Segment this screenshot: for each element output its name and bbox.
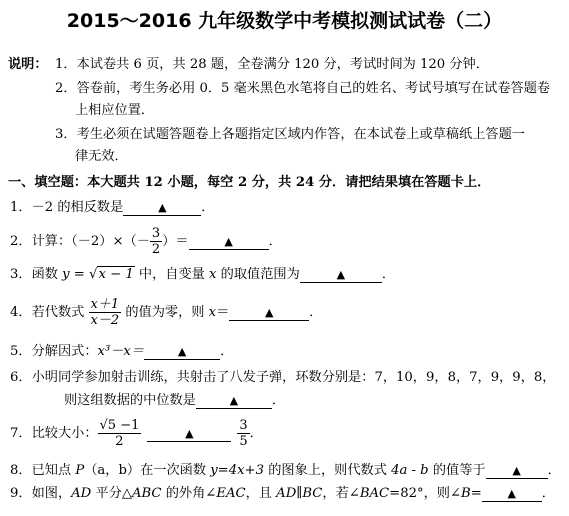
fraction: $\frac{3}{5}$ <box>239 418 248 449</box>
answer-blank-1[interactable] <box>123 201 201 216</box>
triangle-icon: ▲ <box>229 394 239 407</box>
note-2a: 2．答卷前，考生务必用 0．5 毫米黑色水笔将自己的姓名、考试号填写在试卷答题卷 <box>55 81 551 96</box>
answer-blank-2[interactable] <box>189 235 269 250</box>
question-6-line-1: 6．小明同学参加射击训练，共射击了八发子弹，环数分别是：7，10，9，8，7，9，9，8， <box>10 370 556 385</box>
answer-blank-7[interactable] <box>147 427 231 442</box>
answer-blank-6[interactable] <box>196 394 272 409</box>
question-9: 9．如图，AD 平分△ABC 的外角∠EAC，且 AD∥BC，若∠BAC=82°，则∠B= ▲ ． <box>10 486 555 501</box>
question-3: 3．函数 y = √x − 1 中，自变量 x 的取值范围为 ▲ ． <box>10 267 395 282</box>
triangle-icon: ▲ <box>158 201 167 214</box>
triangle-icon: ▲ <box>185 427 194 440</box>
square-root: √x − 1 <box>89 267 134 282</box>
triangle-icon: ▲ <box>336 268 346 281</box>
note-1: 1．本试卷共 6 页，共 28 题，全卷满分 120 分，考试时间为 120 分钟． <box>55 57 489 72</box>
question-5: 5．分解因式：x³－x＝ ▲ ． <box>10 344 234 359</box>
question-4: 4．若代数式 $\frac{x+1}{x-2}$ 的值为零，则 x＝ ▲ ． <box>10 297 323 328</box>
note-2b: 上相应位置． <box>75 103 155 118</box>
fraction: $\frac{√5 -1}{2}$ <box>99 418 140 449</box>
question-1: 1．－2 的相反数是 ▲ ． <box>10 200 215 215</box>
question-8: 8．已知点 P（a，b）在一次函数 y=4x+3 的图象上，则代数式 4a - b 的值等于 ▲ ． <box>10 463 561 478</box>
answer-blank-5[interactable] <box>144 345 220 360</box>
fraction: $\frac{3}{2}$ <box>151 226 161 257</box>
fraction: $\frac{x+1}{x-2}$ <box>90 297 120 328</box>
page-title: 2015～2016 九年级数学中考模拟测试试卷（二） <box>66 10 503 32</box>
answer-blank-8[interactable] <box>486 464 548 479</box>
section-heading: 一、填空题：本大题共 12 小题，每空 2 分，共 24 分．请把结果填在答题卡上． <box>8 175 491 190</box>
question-6-line-2: 则这组数据的中位数是 ▲ ． <box>64 393 286 408</box>
note-3b: 律无效． <box>75 149 128 164</box>
triangle-icon: ▲ <box>224 235 233 248</box>
question-2: 2．计算：（－2）×（－ $\frac{3}{2}$ ）＝ ▲ ． <box>10 226 282 257</box>
triangle-icon: ▲ <box>177 345 187 358</box>
answer-blank-4[interactable] <box>229 306 309 321</box>
answer-blank-9[interactable] <box>482 487 542 502</box>
triangle-icon: ▲ <box>265 306 274 319</box>
answer-blank-3[interactable] <box>300 268 382 283</box>
question-7: 7．比较大小： $\frac{√5 -1}{2}$ ▲ $\frac{3}{5}$ ． <box>10 418 263 449</box>
notes-label: 说明： <box>8 57 48 72</box>
triangle-icon: ▲ <box>512 464 521 477</box>
triangle-icon: ▲ <box>507 487 517 500</box>
note-3a: 3．考生必须在试题答题卷上各题指定区域内作答，在本试卷上或草稿纸上答题一 <box>55 127 525 142</box>
